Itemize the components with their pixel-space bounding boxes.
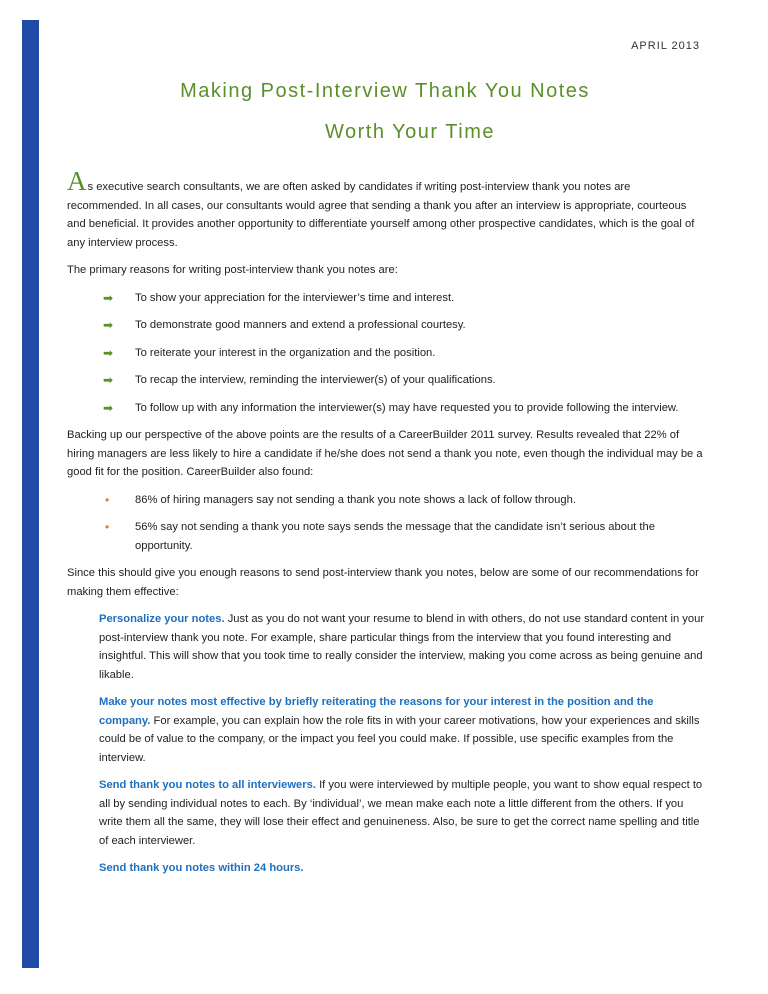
page-title-line-1: Making Post-Interview Thank You Notes bbox=[180, 80, 590, 102]
recommendation-item: Personalize your notes. Just as you do not want your resume to blend in with others, do not use standard content in your post-interview thank you note. For example, share particular things from the interview that you found interesting and insightful. This will show that you took time to really consider the interview, making you come across as being genuine and likable. bbox=[99, 613, 705, 681]
intro-paragraph bbox=[67, 166, 707, 252]
page-title-line-2: Worth Your Time bbox=[325, 121, 495, 143]
list-item: ➡ To demonstrate good manners and extend a professional courtesy. bbox=[67, 316, 707, 335]
arrow-right-icon: ➡ bbox=[103, 290, 114, 305]
list-item: ➡ To recap the interview, reminding the interviewer(s) of your qualifications. bbox=[67, 371, 707, 390]
list-item: • 56% say not sending a thank you note says sends the message that the candidate isn’t serious about the opportunity. bbox=[105, 520, 655, 552]
arrow-right-icon: ➡ bbox=[103, 373, 114, 387]
list-item: • 86% of hiring managers say not sending a thank you note shows a lack of follow through. bbox=[67, 491, 707, 510]
intro-text: s executive search consultants, we are often asked by candidates if writing post-interview thank you notes are recommended. In all cases, our consultants would agree that sending a thank you after an interview is appropriate, courteous and beneficial. It provides another opportunity to differentiate yourself among other prospective candidates, which is the goal of any interview process. bbox=[67, 181, 695, 249]
recommendation-heading: Personalize your notes. bbox=[99, 613, 225, 625]
recommendation-heading: Send thank you notes within 24 hours. bbox=[99, 862, 304, 874]
reasons-heading: The primary reasons for writing post-interview thank you notes are: bbox=[67, 264, 398, 276]
survey-paragraph: Backing up our perspective of the above points are the results of a CareerBuilder 2011 survey. Results revealed that 22% of hiring managers are less likely to hire a candidate if he/she does not send a thank you note, even though the individual may be a good fit for the position. CareerBuilder also found: bbox=[67, 429, 703, 478]
recommendation-heading: Make your notes most effective by briefly reiterating the reasons for your interest in the position and the company. bbox=[99, 696, 654, 727]
list-item: ➡ To reiterate your interest in the organization and the position. bbox=[67, 344, 707, 363]
recommendation-item: Send thank you notes to all interviewers. If you were interviewed by multiple people, you want to show equal respect to all by sending individual notes to each. By ‘individual’, we mean make each note a little different from the others. If you write them all the same, they will lose their effect and genuineness. Also, be sure to get the correct name spelling and title of each interviewer. bbox=[99, 779, 703, 847]
issue-date: APRIL 2013 bbox=[631, 40, 700, 52]
bullet-icon: • bbox=[105, 492, 110, 507]
side-accent-bar bbox=[22, 20, 39, 968]
arrow-right-icon: ➡ bbox=[103, 400, 114, 415]
arrow-right-icon: ➡ bbox=[103, 345, 114, 360]
arrow-right-icon: ➡ bbox=[103, 318, 114, 332]
reasons-list bbox=[67, 289, 707, 418]
survey-findings-list bbox=[67, 491, 707, 556]
recommendation-item bbox=[67, 859, 707, 878]
drop-cap: A bbox=[67, 166, 87, 196]
list-item: ➡ To show your appreciation for the interviewer’s time and interest. bbox=[67, 289, 707, 308]
list-item: ➡ To follow up with any information the interviewer(s) may have requested you to provide following the interview. bbox=[67, 399, 707, 418]
recommendation-heading: Send thank you notes to all interviewers. bbox=[99, 779, 316, 791]
recommendations-intro: Since this should give you enough reasons to send post-interview thank you notes, below are some of our recommendations for making them effective: bbox=[67, 567, 699, 598]
bullet-icon: • bbox=[105, 520, 110, 534]
recommendation-item: Make your notes most effective by briefly reiterating the reasons for your interest in the position and the company. For example, you can explain how the role fits in with your career motivations, how your experiences and skills could be of value to the company, or the impact you feel you could make. If possible, use specific examples from the interview. bbox=[99, 696, 700, 764]
article-body bbox=[67, 166, 707, 887]
